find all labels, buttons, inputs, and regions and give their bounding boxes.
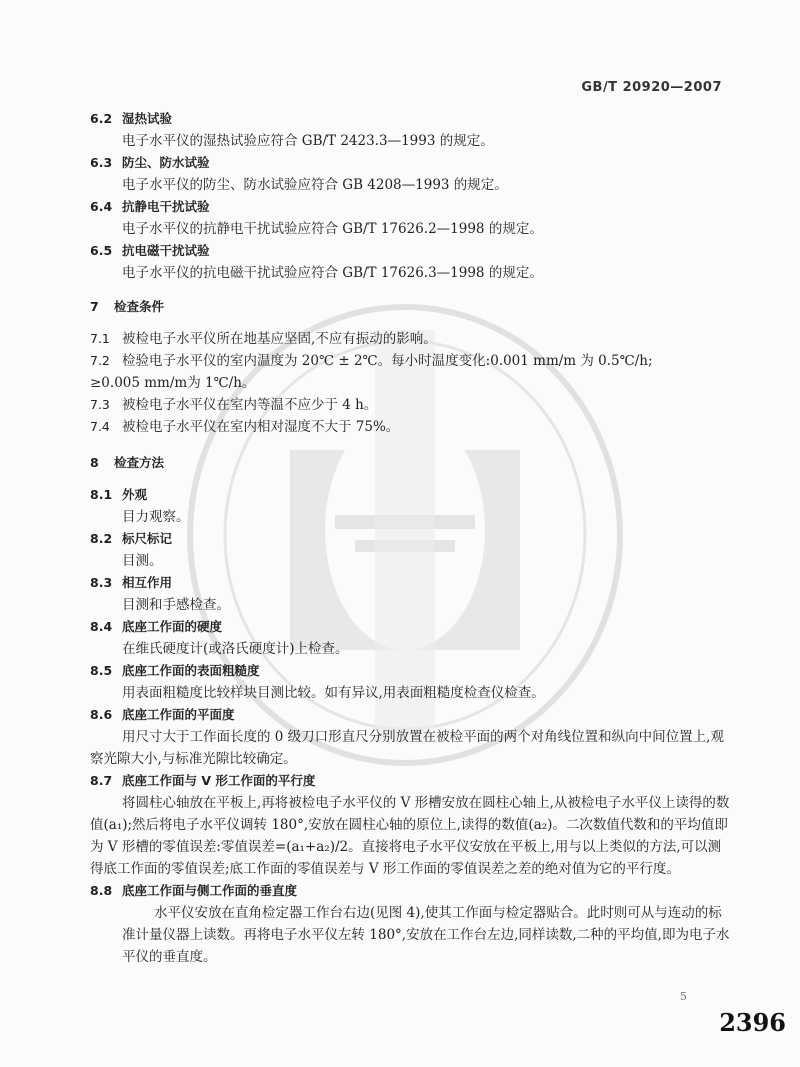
clause-6-4-text: 电子水平仪的抗静电干扰试验应符合 GB/T 17626.2—1998 的规定。	[122, 221, 543, 237]
clause-6-3-heading: 6.3 防尘、防水试验	[90, 155, 210, 170]
clause-7-2: 7.2 检验电子水平仪的室内温度为 20℃ ± 2℃。每小时温度变化:0.001 mm/m 为 0.5℃/h;	[90, 353, 653, 369]
section-7-heading: 7 检查条件	[90, 299, 165, 314]
clause-8-7-text: 将圆柱心轴放在平板上,再将被检电子水平仪的 V 形槽安放在圆柱心轴上,从被检电子水平仪上读得的数值(a₁);然后将电子水平仪调转 180°,安放在圆柱心轴的原位上,读得的数值(a₂)。二次数值代数和的平均值即为 V 形槽的零值误差:零值误差=(a₁+a₂)/2。直接将电子水平仪安放在平板上,用与以上类似的方法,可以测得底工作面的零值误差;底工作面的零值误差与 V 形工作面的零值误差之差的绝对值为它的平行度。	[90, 795, 730, 877]
clause-8-7-heading: 8.7 底座工作面与 V 形工作面的平行度	[90, 773, 316, 788]
clause-7-1: 7.1 被检电子水平仪所在地基应坚固,不应有振动的影响。	[90, 331, 437, 347]
clause-8-3-heading: 8.3 相互作用	[90, 575, 173, 590]
clause-8-8-heading: 8.8 底座工作面与侧工作面的垂直度	[90, 883, 298, 898]
clause-6-3-text: 电子水平仪的防尘、防水试验应符合 GB 4208—1993 的规定。	[122, 177, 508, 193]
clause-8-5-text: 用表面粗糙度比较样块目测比较。如有异议,用表面粗糙度检查仪检查。	[122, 685, 545, 701]
clause-8-4-heading: 8.4 底座工作面的硬度	[90, 619, 223, 634]
clause-8-2-text: 目测。	[122, 553, 163, 569]
clause-7-3: 7.3 被检电子水平仪在室内等温不应少于 4 h。	[90, 397, 378, 413]
section-8-heading: 8 检查方法	[90, 455, 165, 470]
document-body	[90, 108, 730, 968]
archive-number: 2396	[719, 1008, 786, 1037]
clause-6-2-heading: 6.2 湿热试验	[90, 111, 173, 126]
clause-8-3-text: 目测和手感检查。	[122, 597, 230, 613]
clause-6-5-heading: 6.5 抗电磁干扰试验	[90, 243, 210, 258]
clause-6-5-text: 电子水平仪的抗电磁干扰试验应符合 GB/T 17626.3—1998 的规定。	[122, 265, 543, 281]
clause-8-5-heading: 8.5 底座工作面的表面粗糙度	[90, 663, 260, 678]
clause-6-2-text: 电子水平仪的湿热试验应符合 GB/T 2423.3—1993 的规定。	[122, 133, 494, 149]
clause-8-4-text: 在维氏硬度计(或洛氏硬度计)上检查。	[122, 641, 349, 657]
clause-8-1-heading: 8.1 外观	[90, 487, 148, 502]
clause-8-6-heading: 8.6 底座工作面的平面度	[90, 707, 235, 722]
page-number: 5	[680, 990, 687, 1003]
clause-7-2-continued: ≥0.005 mm/m为 1℃/h。	[90, 375, 256, 391]
clause-7-4: 7.4 被检电子水平仪在室内相对湿度不大于 75%。	[90, 419, 400, 435]
clause-8-8-text: 水平仪安放在直角检定器工作台右边(见图 4),使其工作面与检定器贴合。此时则可从与连动的标准计量仪器上读数。再将电子水平仪左转 180°,安放在工作台左边,同样读数,二种的平均值,即为电子水平仪的垂直度。	[122, 905, 730, 965]
clause-8-2-heading: 8.2 标尺标记	[90, 531, 173, 546]
clause-8-6-text: 用尺寸大于工作面长度的 0 级刀口形直尺分别放置在被检平面的两个对角线位置和纵向中间位置上,观察光隙大小,与标准光隙比较确定。	[90, 729, 724, 767]
clause-8-1-text: 目力观察。	[122, 509, 190, 525]
standard-number: GB/T 20920—2007	[581, 80, 722, 95]
clause-6-4-heading: 6.4 抗静电干扰试验	[90, 199, 210, 214]
